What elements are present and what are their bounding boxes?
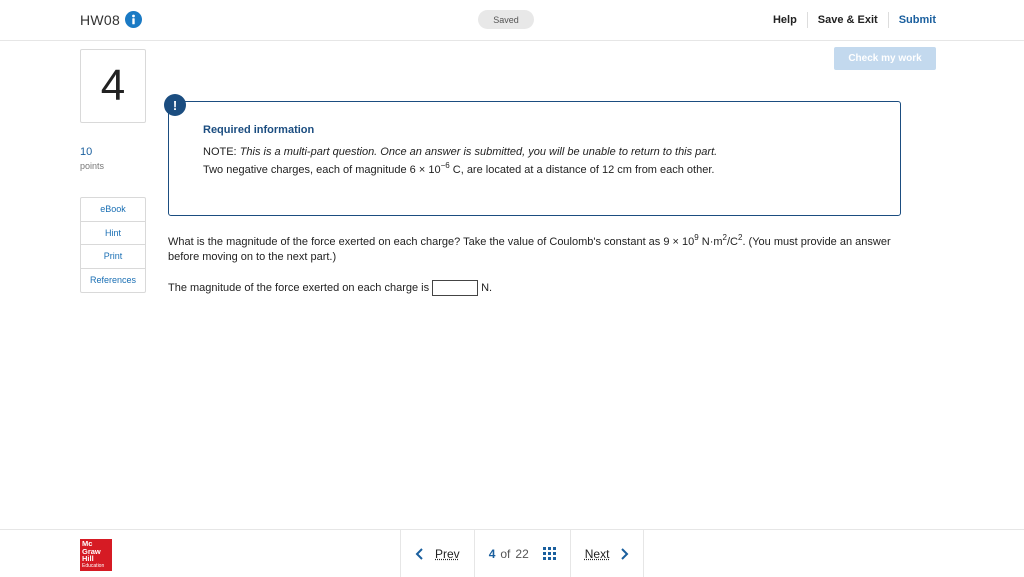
pager bbox=[400, 530, 644, 577]
chevron-left-icon bbox=[415, 548, 425, 560]
help-link[interactable]: Help bbox=[772, 14, 797, 26]
next-button[interactable] bbox=[570, 530, 645, 577]
question-exp-3: 2 bbox=[737, 233, 743, 242]
current-page: 4 bbox=[488, 546, 496, 561]
note-text: This is a multi-part question. Once an answer is submitted, you will be unable to return to this part. bbox=[239, 146, 718, 158]
answer-prompt: The magnitude of the force exerted on each charge is bbox=[168, 282, 430, 294]
check-my-work-button[interactable]: Check my work bbox=[834, 47, 936, 70]
references-button[interactable]: References bbox=[89, 275, 137, 286]
logo-line: Graw bbox=[82, 546, 101, 556]
question-part-2: N·m bbox=[698, 236, 723, 248]
logo-line: Mc bbox=[82, 539, 93, 548]
info-text-before: Two negative charges, each of magnitude 6 × 10 bbox=[203, 164, 441, 176]
prev-button[interactable] bbox=[400, 530, 474, 577]
bottom-navigation bbox=[0, 529, 1024, 576]
answer-unit: N. bbox=[481, 282, 493, 294]
question-part-3: /C bbox=[726, 236, 738, 248]
question-number: 4 bbox=[80, 49, 146, 123]
prev-label: Prev bbox=[435, 546, 460, 561]
question-part-4: . (You must provide an answer before moving on to the next part.) bbox=[168, 236, 891, 263]
question-exp-1: 9 bbox=[694, 233, 699, 242]
assignment-title-text: HW08 bbox=[80, 11, 121, 28]
mcgraw-hill-logo bbox=[80, 539, 112, 571]
assignment-title bbox=[80, 11, 142, 28]
header-actions bbox=[763, 12, 936, 28]
answer-row bbox=[168, 280, 492, 296]
hint-button[interactable]: Hint bbox=[81, 222, 145, 246]
of-label: of bbox=[500, 546, 511, 561]
required-info-title: Required information bbox=[203, 124, 315, 136]
logo-line: Education bbox=[82, 562, 105, 569]
page-indicator[interactable] bbox=[474, 530, 570, 577]
required-info-box bbox=[168, 101, 901, 216]
saved-status-badge: Saved bbox=[478, 10, 534, 29]
chevron-right-icon bbox=[619, 548, 629, 560]
question-tools bbox=[80, 197, 146, 293]
info-exponent: −6 bbox=[440, 161, 450, 170]
submit-button[interactable]: Submit bbox=[898, 14, 936, 26]
required-info-text bbox=[203, 161, 715, 176]
answer-input[interactable] bbox=[432, 280, 478, 296]
question-text bbox=[168, 235, 908, 265]
required-info-note bbox=[203, 146, 717, 158]
next-label: Next bbox=[584, 546, 610, 561]
info-text-after: C, are located at a distance of 12 cm from each other. bbox=[449, 164, 715, 176]
question-exp-2: 2 bbox=[722, 233, 727, 242]
alert-icon: ! bbox=[164, 94, 186, 116]
logo-line: Hill bbox=[82, 554, 94, 563]
points-value: 10 bbox=[80, 146, 93, 158]
question-part-1: What is the magnitude of the force exerted on each charge? Take the value of Coulomb's constant as 9 × 10 bbox=[168, 236, 695, 248]
points-label: points bbox=[80, 161, 105, 171]
print-button[interactable]: Print bbox=[81, 245, 145, 269]
grid-icon[interactable] bbox=[543, 547, 556, 560]
total-pages: 22 bbox=[515, 546, 529, 561]
save-exit-button[interactable]: Save & Exit bbox=[817, 14, 878, 26]
ebook-button[interactable]: eBook bbox=[81, 198, 145, 222]
info-icon[interactable] bbox=[125, 11, 142, 28]
top-header bbox=[0, 0, 1024, 41]
note-prefix: NOTE: bbox=[203, 146, 237, 158]
